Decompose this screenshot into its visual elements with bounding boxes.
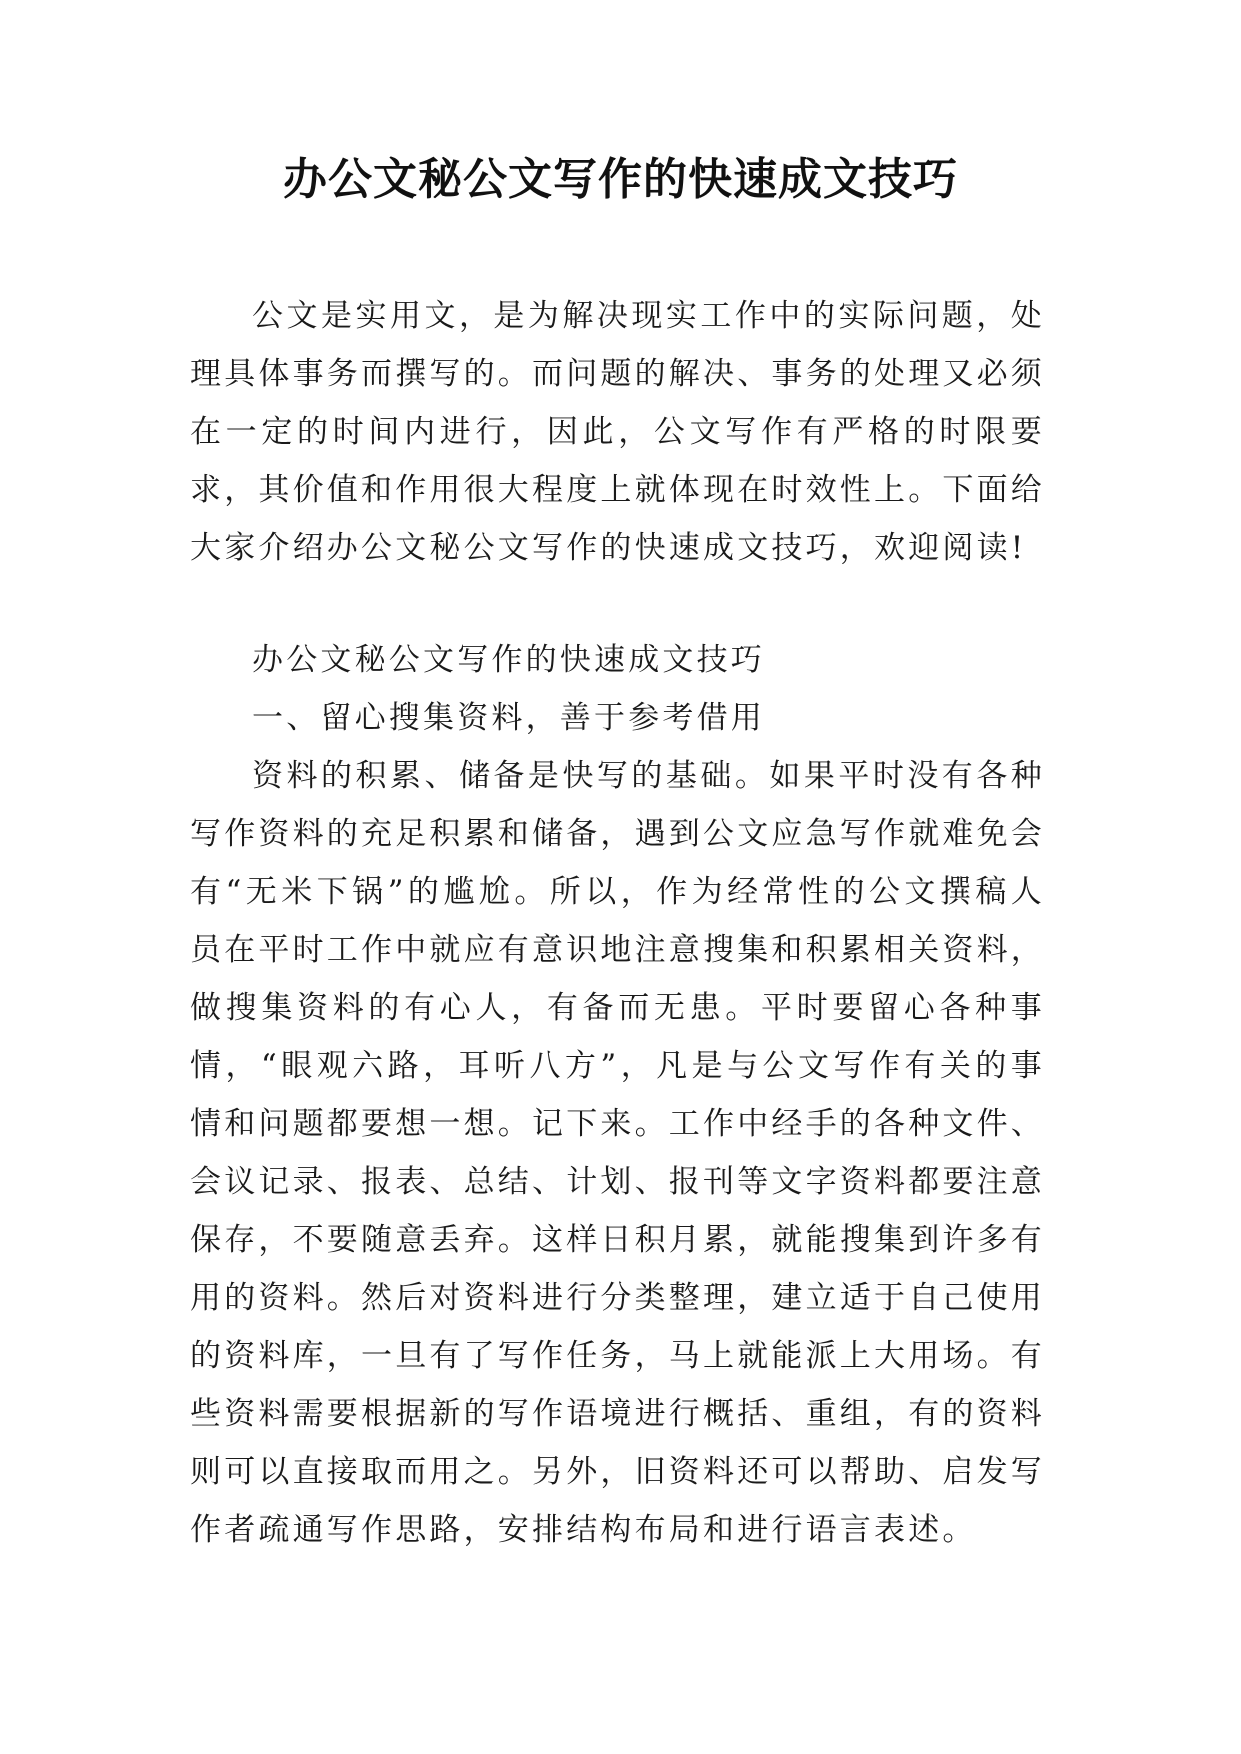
section-1-heading: 一、留心搜集资料，善于参考借用 (252, 700, 765, 736)
intro-paragraph: 公文是实用文，是为解决现实工作中的实际问题，处理具体事务而撰写的。而问题的解决、事务的处理又必须在一定的时间内进行，因此，公文写作有严格的时限要求，其价值和作用很大程度上就体现在时效性上。下面给大家介绍办公文秘公文写作的快速成文技巧，欢迎阅读! (190, 298, 1045, 566)
section-title: 办公文秘公文写作的快速成文技巧 (252, 642, 765, 678)
intro-block (190, 287, 1045, 577)
document-title: 办公文秘公文写作的快速成文技巧 (283, 154, 958, 205)
main-content (190, 631, 1045, 1559)
section-1-paragraph: 资料的积累、储备是快写的基础。如果平时没有各种写作资料的充足积累和储备，遇到公文应急写作就难免会有“无米下锅”的尴尬。所以，作为经常性的公文撰稿人员在平时工作中就应有意识地注意搜集和积累相关资料，做搜集资料的有心人，有备而无患。平时要留心各种事情，“眼观六路，耳听八方”，凡是与公文写作有关的事情和问题都要想一想。记下来。工作中经手的各种文件、会议记录、报表、总结、计划、报刊等文字资料都要注意保存，不要随意丢弃。这样日积月累，就能搜集到许多有用的资料。然后对资料进行分类整理，建立适于自己使用的资料库，一旦有了写作任务，马上就能派上大用场。有些资料需要根据新的写作语境进行概括、重组，有的资料则可以直接取而用之。另外，旧资料还可以帮助、启发写作者疏通写作思路，安排结构布局和进行语言表述。 (190, 758, 1045, 1548)
